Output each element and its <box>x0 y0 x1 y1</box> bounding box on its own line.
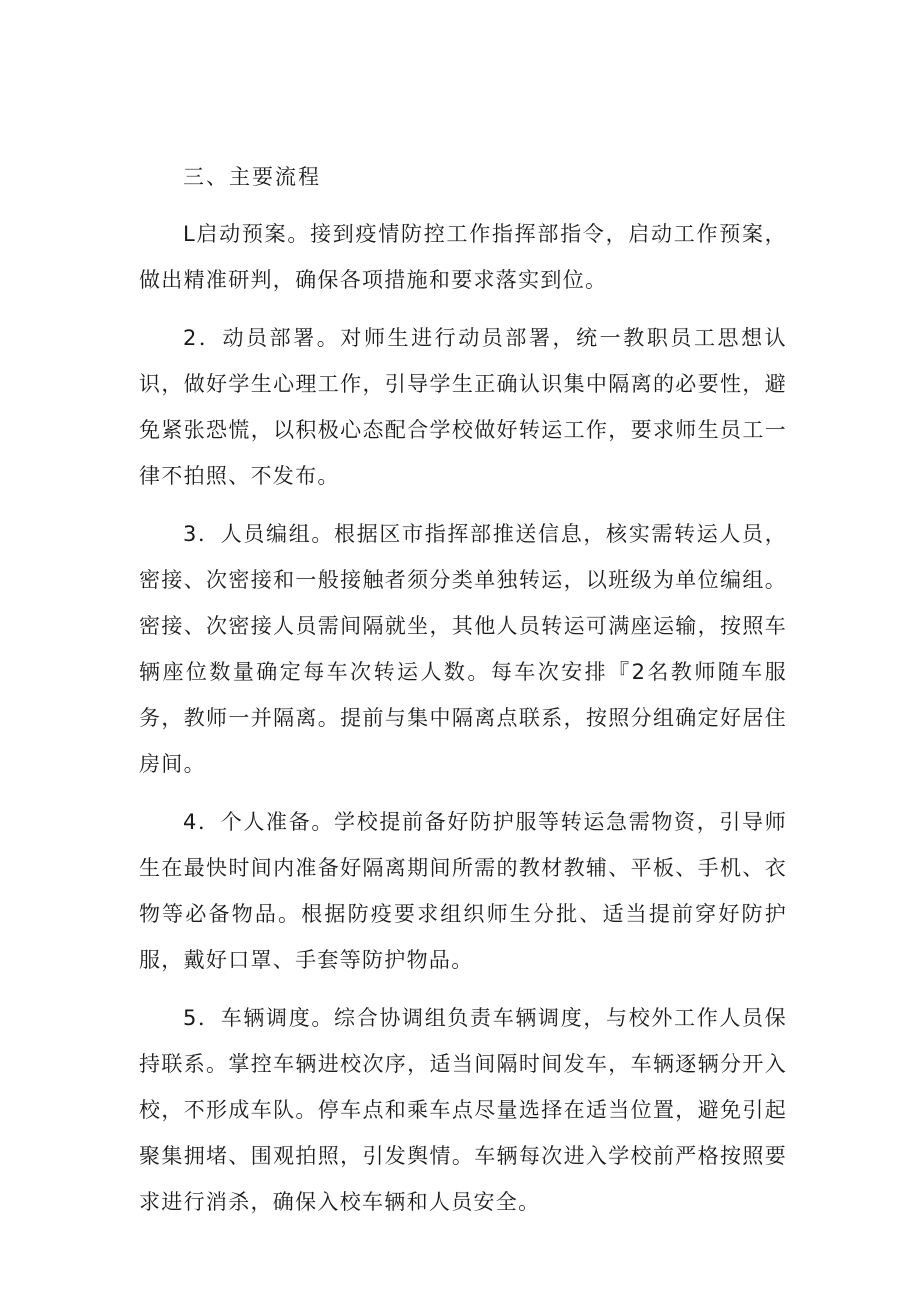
paragraph-step-3: 3．人员编组。根据区市指挥部推送信息，核实需转运人员，密接、次密接和一般接触者须分类单独转运，以班级为单位编组。密接、次密接人员需间隔就坐，其他人员转运可满座运输，按照车辆座位数量确定每车次转运人数。每车次安排『2名教师随车服务，教师一并隔离。提前与集中隔离点联系，按照分组确定好居住房间。 <box>139 522 787 776</box>
section-heading: 三、主要流程 <box>183 165 321 189</box>
paragraph-step-1: L启动预案。接到疫情防控工作指挥部指令，启动工作预案，做出精准研判，确保各项措施和要求落实到位。 <box>139 222 787 292</box>
paragraph-step-4: 4．个人准备。学校提前备好防护服等转运急需物资，引导师生在最快时间内准备好隔离期间所需的教材教辅、平板、手机、衣物等必备物品。根据防疫要求组织师生分批、适当提前穿好防护服，戴好口罩、手套等防护物品。 <box>139 810 787 972</box>
paragraph-step-2: 2．动员部署。对师生进行动员部署，统一教职员工思想认识，做好学生心理工作，引导学生正确认识集中隔离的必要性，避免紧张恐慌，以积极心态配合学校做好转运工作，要求师生员工一律不拍照、不发布。 <box>139 326 787 488</box>
document-body <box>139 155 787 1237</box>
paragraph-step-5: 5．车辆调度。综合协调组负责车辆调度，与校外工作人员保持联系。掌控车辆进校次序，适当间隔时间发车，车辆逐辆分开入校，不形成车队。停车点和乘车点尽量选择在适当位置，避免引起聚集拥堵、围观拍照，引发舆情。车辆每次进入学校前严格按照要求进行消杀，确保入校车辆和人员安全。 <box>139 1006 787 1214</box>
